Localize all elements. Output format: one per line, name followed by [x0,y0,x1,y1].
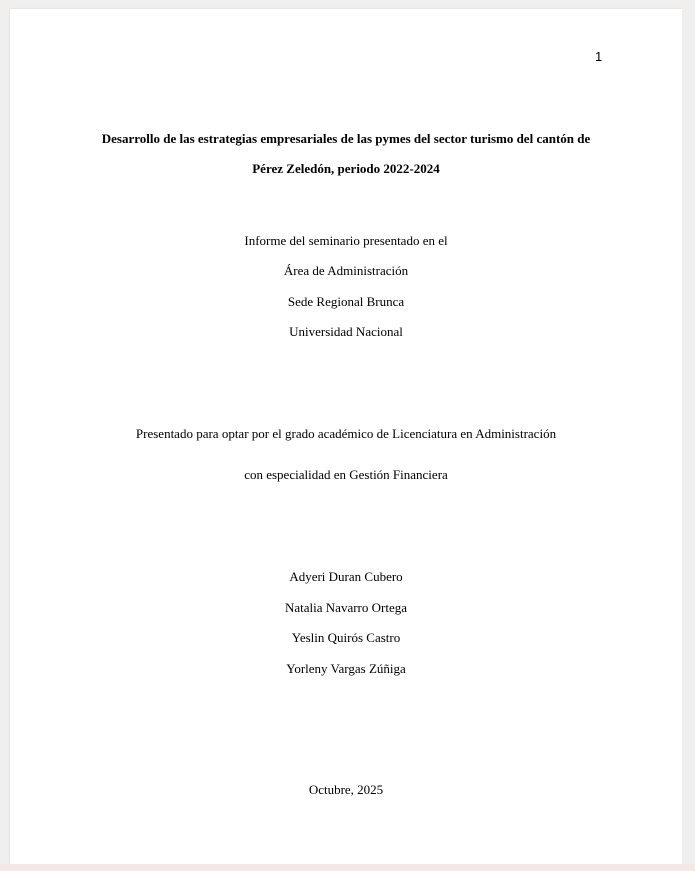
document-page [10,9,682,864]
institution-line-3: Sede Regional Brunca [287,294,405,309]
institution-line-1: Informe del seminario presentado en el [244,233,448,248]
degree-line-2: con especialidad en Gestión Financiera [244,467,448,482]
page-number: 1 [595,49,603,64]
title-line-2: Pérez Zeledón, periodo 2022-2024 [252,161,440,176]
next-page-edge [0,864,695,871]
document-date: Octubre, 2025 [308,782,384,797]
title-line-1: Desarrollo de las estrategias empresariales de las pymes del sector turismo del cantón de [101,131,591,146]
degree-line-1: Presentado para optar por el grado académico de Licenciatura en Administración [135,426,557,441]
institution-line-4: Universidad Nacional [289,324,403,339]
viewer-right-margin [682,0,695,864]
author-4: Yorleny Vargas Zúñiga [286,661,406,676]
author-2: Natalia Navarro Ortega [285,600,407,615]
author-1: Adyeri Duran Cubero [289,569,403,584]
institution-line-2: Área de Administración [283,263,409,278]
author-3: Yeslin Quirós Castro [291,630,401,645]
